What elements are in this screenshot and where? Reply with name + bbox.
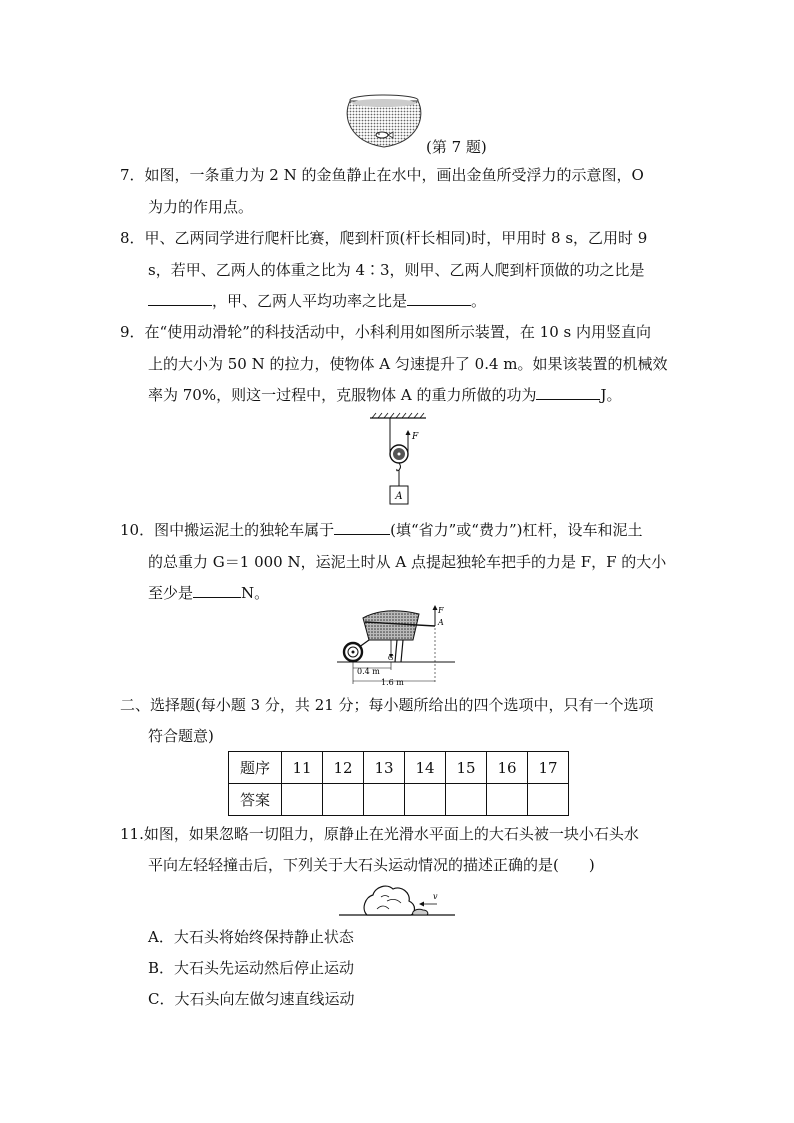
q7-line1: 7．如图，一条重力为 2 N 的金鱼静止在水中，画出金鱼所受浮力的示意图，O (120, 166, 644, 184)
q8-line3-mid: ，甲、乙两人平均功率之比是 (212, 292, 408, 310)
q11-option-c[interactable]: C．大石头向左做匀速直线运动 (148, 990, 355, 1008)
wheelbarrow-dim-0-4: 0.4 m (357, 667, 380, 676)
answer-table-number: 13 (364, 752, 405, 784)
figure-7-caption: (第 7 题) (426, 138, 487, 156)
wheelbarrow-point-a-label: A (438, 618, 444, 627)
q8-power-ratio-blank[interactable] (407, 291, 471, 306)
q10-force-blank[interactable] (193, 583, 241, 598)
answer-cell[interactable] (323, 784, 364, 816)
q8-line2: s，若甲、乙两人的体重之比为 4∶3，则甲、乙两人爬到杆顶做的功之比是 (148, 261, 645, 279)
answer-table (228, 751, 569, 816)
q9-line2: 上的大小为 50 N 的拉力，使物体 A 匀速提升了 0.4 m。如果该装置的机械效 (148, 355, 668, 373)
q10-line3 (148, 583, 269, 603)
q9-line3-end: J。 (600, 386, 622, 404)
answer-table-number: 17 (528, 752, 569, 784)
answer-cell[interactable] (364, 784, 405, 816)
answer-table-number: 12 (323, 752, 364, 784)
q7-line2: 为力的作用点。 (148, 198, 254, 216)
section-2-heading-line2: 符合题意) (148, 727, 214, 745)
q9-line1: 9．在“使用动滑轮”的科技活动中，小科利用如图所示装置，在 10 s 内用竖直向 (120, 323, 651, 341)
q8-line3-end: 。 (471, 292, 487, 310)
answer-table-row1-label: 题序 (229, 752, 282, 784)
answer-cell[interactable] (487, 784, 528, 816)
pulley-block-label: A (395, 491, 403, 502)
goldfish-bowl-figure (340, 92, 430, 152)
q11-line1: 11.如图，如果忽略一切阻力，原静止在光滑水平面上的大石头被一块小石头水 (120, 825, 639, 843)
q11-option-a[interactable]: A．大石头将始终保持静止状态 (148, 928, 354, 946)
q10-line3-start: 至少是 (148, 584, 194, 602)
pulley-force-label: F (412, 432, 419, 442)
answer-table-row2-label: 答案 (229, 784, 282, 816)
q10-line2: 的总重力 G＝1 000 N，运泥土时从 A 点提起独轮车把手的力是 F，F 的大小 (148, 553, 667, 571)
wheelbarrow-weight-label: G (388, 654, 394, 662)
q8-line3 (148, 291, 486, 311)
movable-pulley-figure (368, 412, 428, 508)
stones-figure (337, 879, 459, 919)
q9-line3 (148, 385, 622, 405)
answer-table-number: 11 (282, 752, 323, 784)
answer-table-answer-row (229, 784, 569, 816)
q10-line1 (120, 520, 642, 540)
section-2-heading-line1: 二、选择题(每小题 3 分，共 21 分；每小题所给出的四个选项中，只有一个选项 (120, 696, 654, 714)
answer-cell[interactable] (446, 784, 487, 816)
wheelbarrow-figure (335, 604, 460, 686)
wheelbarrow-force-label: F (438, 606, 444, 615)
answer-table-number: 14 (405, 752, 446, 784)
stone-velocity-label: v (433, 892, 438, 901)
wheelbarrow-dim-1-6: 1.6 m (381, 678, 404, 686)
q9-line3-start: 率为 70%，则这一过程中，克服物体 A 的重力所做的功为 (148, 386, 537, 404)
answer-table-number-row (229, 752, 569, 784)
q11-option-b[interactable]: B．大石头先运动然后停止运动 (148, 959, 355, 977)
q10-lever-type-blank[interactable] (334, 520, 390, 535)
answer-cell[interactable] (528, 784, 569, 816)
answer-cell[interactable] (282, 784, 323, 816)
q10-line3-end: N。 (241, 584, 270, 602)
q8-line1: 8．甲、乙两同学进行爬杆比赛，爬到杆顶(杆长相同)时，甲用时 8 s，乙用时 9 (120, 229, 648, 247)
q10-line1-end: (填“省力”或“费力”)杠杆，设车和泥土 (390, 521, 643, 539)
answer-table-number: 16 (487, 752, 528, 784)
q11-line2: 平向左轻轻撞击后，下列关于大石头运动情况的描述正确的是( ) (148, 856, 595, 874)
answer-table-number: 15 (446, 752, 487, 784)
q9-work-blank[interactable] (536, 385, 600, 400)
q8-work-ratio-blank[interactable] (148, 291, 212, 306)
answer-cell[interactable] (405, 784, 446, 816)
q10-line1-start: 10．图中搬运泥土的独轮车属于 (120, 521, 335, 539)
